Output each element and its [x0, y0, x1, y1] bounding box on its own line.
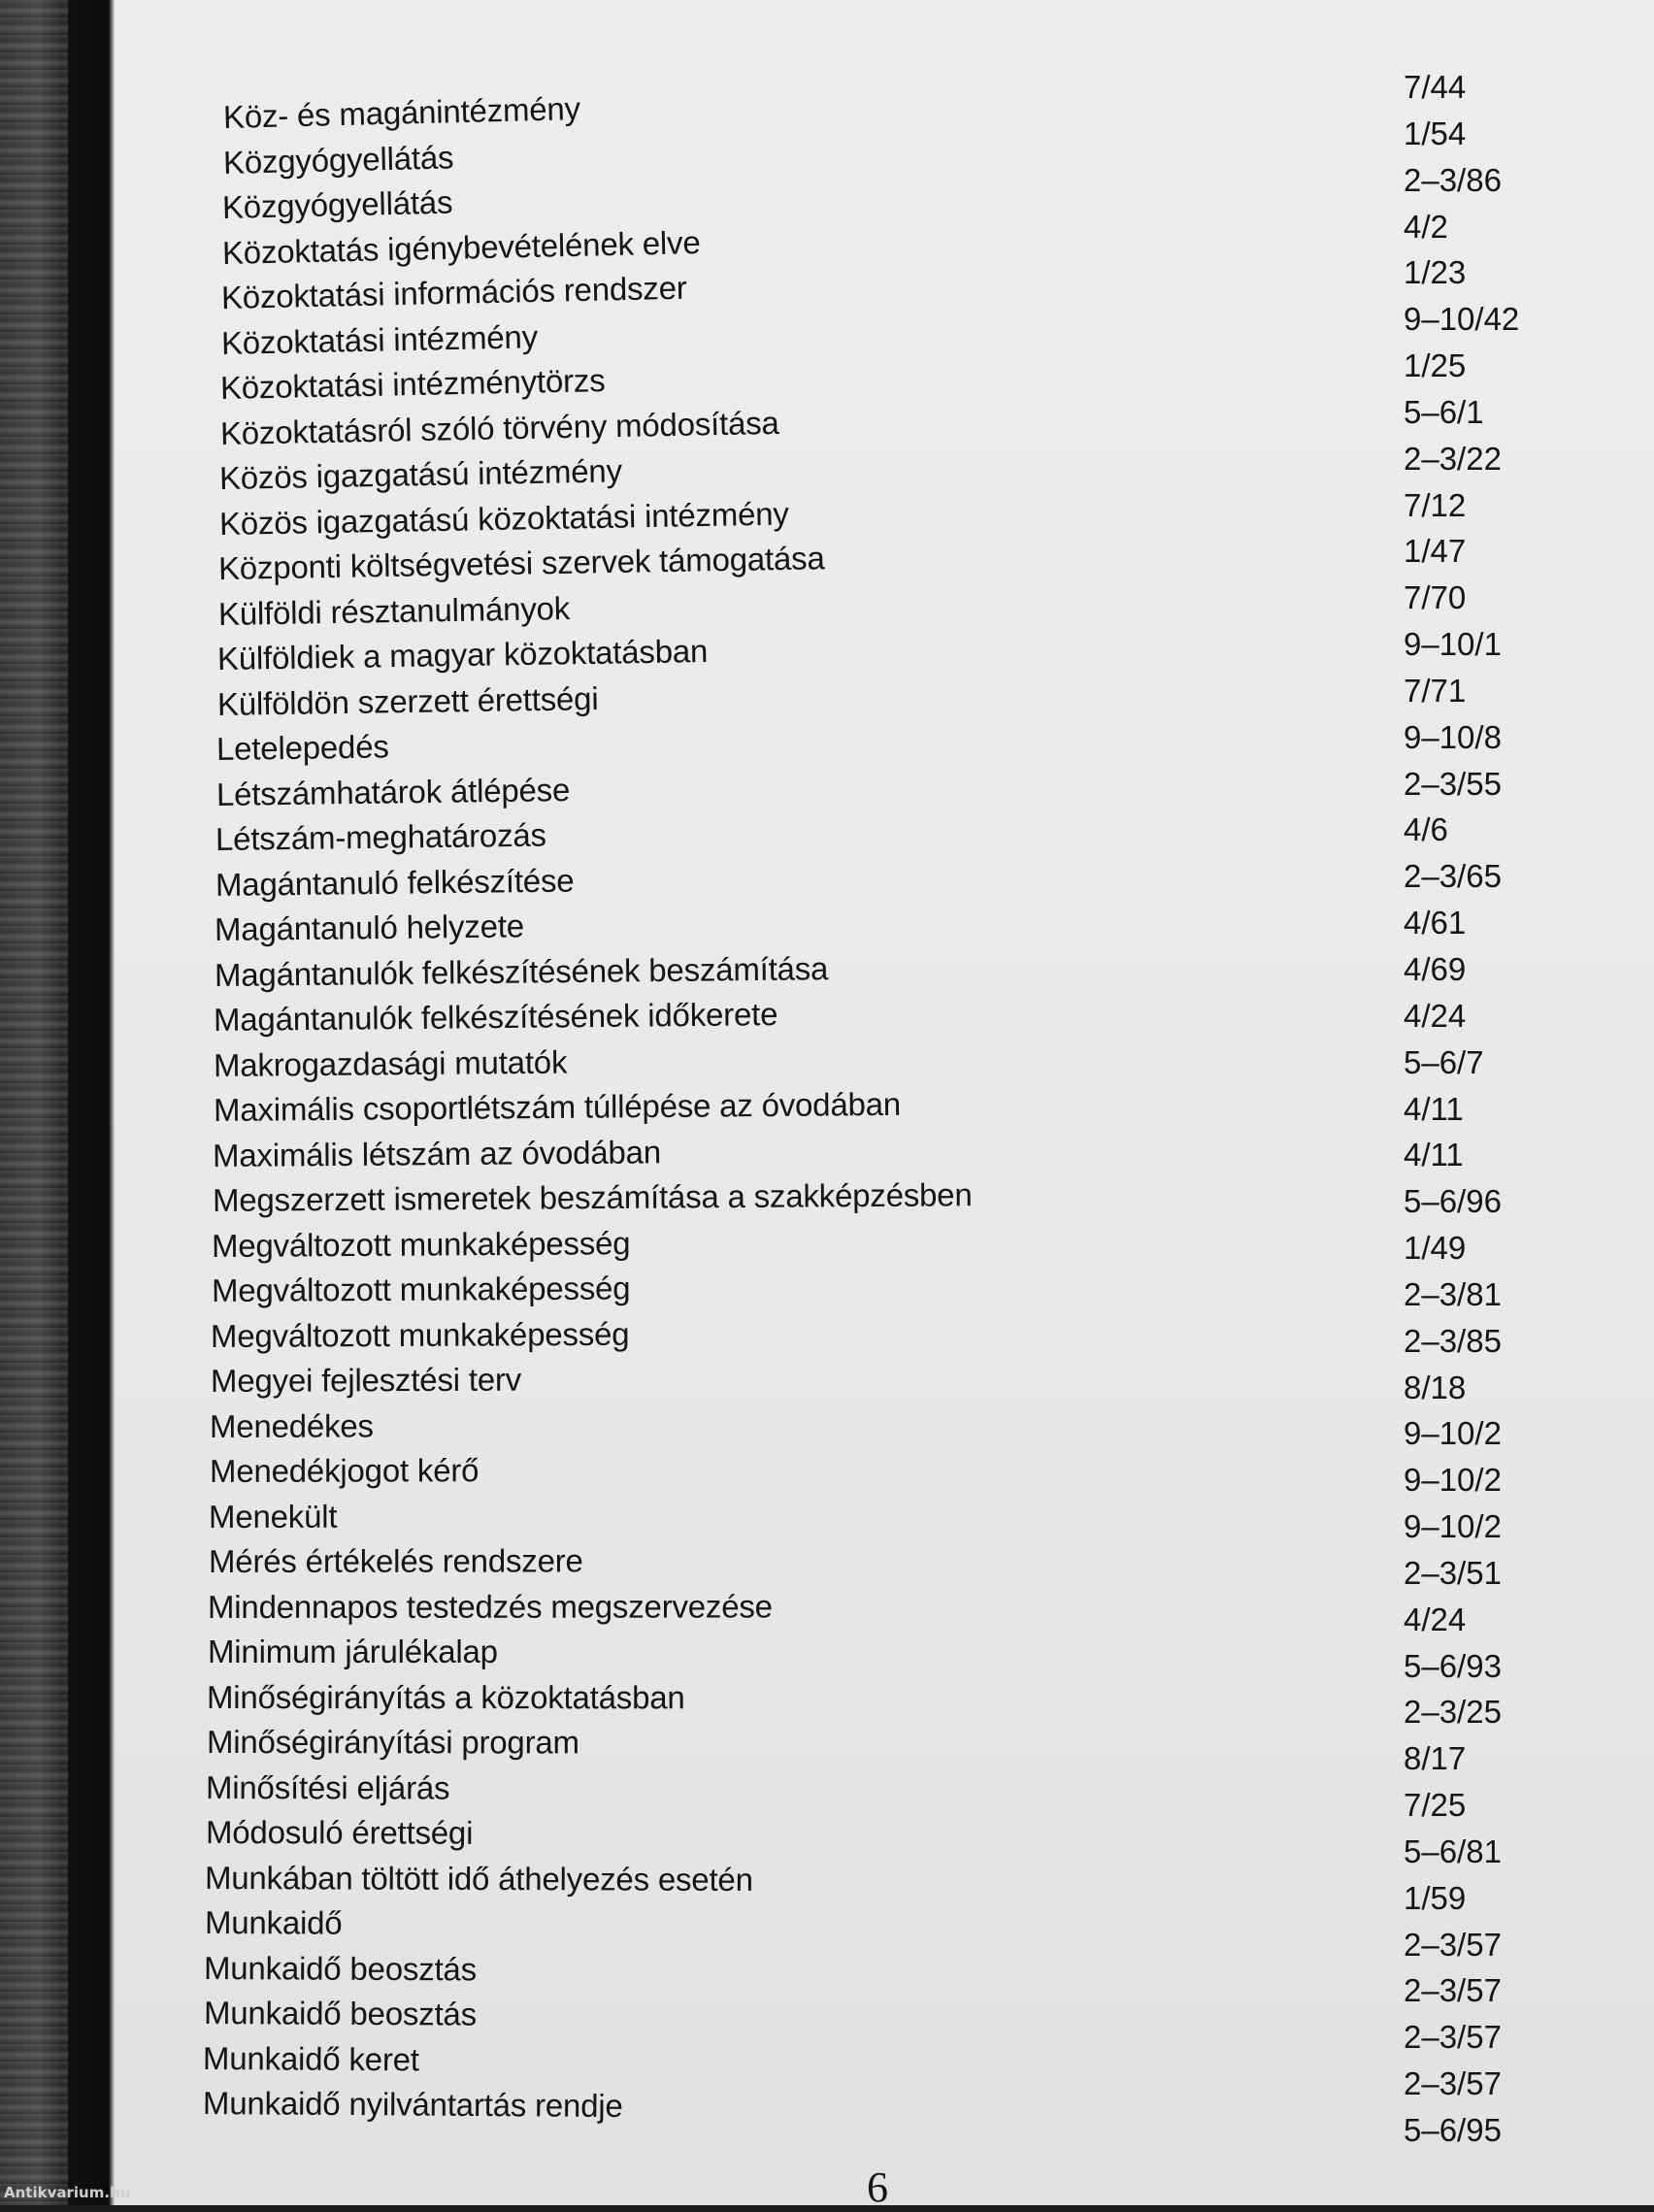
index-term: Megyei fejlesztési terv	[210, 1361, 521, 1399]
index-term: Munkaidő	[204, 1904, 343, 1941]
page-reference: 7/12	[1404, 486, 1467, 523]
index-term: Minimum járulékalap	[207, 1633, 498, 1669]
page-reference: 9–10/2	[1404, 1462, 1502, 1499]
page-reference: 8/17	[1404, 1740, 1467, 1777]
page-reference: 5–6/7	[1404, 1043, 1484, 1080]
page-reference: 2–3/55	[1404, 765, 1502, 802]
index-term: Közgyógyellátás	[222, 138, 454, 181]
index-term: Menedékes	[210, 1406, 375, 1444]
page-reference: 5–6/95	[1404, 2112, 1502, 2148]
index-term: Munkában töltött idő áthelyezés esetén	[205, 1859, 754, 1898]
index-term: Magántanuló helyzete	[215, 908, 525, 947]
page-reference: 9–10/2	[1404, 1508, 1502, 1545]
index-term: Maximális létszám az óvodában	[212, 1133, 662, 1173]
page-reference: 4/24	[1404, 997, 1467, 1034]
index-term: Közoktatásról szóló törvény módosítása	[219, 404, 779, 451]
index-term: Létszám-meghatározás	[215, 816, 547, 857]
page-reference: 2–3/81	[1404, 1275, 1502, 1312]
index-term: Mindennapos testedzés megszervezése	[208, 1587, 774, 1625]
index-term: Megváltozott munkaképesség	[211, 1224, 631, 1264]
page-reference: 7/70	[1404, 579, 1467, 616]
index-term: Megváltozott munkaképesség	[211, 1270, 631, 1308]
index-term: Közgyógyellátás	[221, 183, 453, 225]
index-term: Közoktatási intézmény	[220, 317, 538, 361]
page-reference: 5–6/93	[1404, 1647, 1502, 1684]
page-reference: 9–10/8	[1404, 718, 1502, 755]
page-reference: 1/49	[1404, 1230, 1467, 1267]
index-term: Központi költségvetési szervek támogatása	[217, 540, 826, 586]
page-reference: 2–3/85	[1404, 1322, 1502, 1359]
page-reference: 4/11	[1404, 1137, 1464, 1173]
index-term: Minőségirányítás a közoktatásban	[207, 1678, 685, 1715]
page-reference: 2–3/57	[1404, 2019, 1502, 2056]
page-reference: 2–3/65	[1404, 858, 1502, 895]
index-term: Közös igazgatású intézmény	[218, 452, 623, 496]
page-reference: 9–10/1	[1404, 626, 1502, 663]
page-reference: 5–6/81	[1404, 1832, 1502, 1869]
page-reference: 9–10/42	[1404, 301, 1520, 338]
page-reference: 4/69	[1404, 950, 1467, 987]
index-term: Magántanuló felkészítése	[215, 861, 575, 903]
index-term: Munkaidő beosztás	[203, 1995, 477, 2032]
index-term: Megváltozott munkaképesség	[211, 1315, 630, 1354]
page-reference: 8/18	[1404, 1369, 1467, 1405]
index-term: Menedékjogot kérő	[209, 1452, 480, 1489]
page-reference: 1/54	[1404, 115, 1467, 151]
index-term: Mérés értékelés rendszere	[208, 1542, 583, 1579]
page-reference: 1/47	[1404, 533, 1467, 570]
index-term: Munkaidő keret	[203, 2039, 420, 2077]
index-term: Közoktatási információs rendszer	[220, 269, 688, 315]
page-reference: 4/6	[1404, 811, 1448, 848]
index-term: Közoktatási intézménytörzs	[219, 362, 606, 406]
page-reference: 1/59	[1404, 1879, 1467, 1916]
index-term: Módosuló érettségi	[205, 1814, 474, 1851]
index-term: Makrogazdasági mutatók	[213, 1043, 568, 1083]
index-term: Magántanulók felkészítésének beszámítása	[214, 949, 829, 993]
index-term: Minőségirányítási program	[206, 1724, 579, 1761]
page-reference: 2–3/86	[1404, 161, 1502, 198]
page-reference: 7/44	[1404, 69, 1467, 105]
index-term: Megszerzett ismeretek beszámítása a szakképzésben	[212, 1176, 973, 1218]
page-reference: 2–3/22	[1404, 440, 1502, 477]
index-term: Minősítési eljárás	[206, 1768, 450, 1805]
page-reference: 4/2	[1404, 208, 1448, 245]
index-term: Munkaidő nyilvántartás rendje	[202, 2085, 623, 2125]
page-reference: 5–6/1	[1404, 393, 1484, 430]
page-reference: 9–10/2	[1404, 1415, 1502, 1452]
index-term: Maximális csoportlétszám túllépése az óvodában	[213, 1085, 901, 1128]
page-reference: 4/61	[1404, 905, 1467, 941]
index-term: Közös igazgatású közoktatási intézmény	[218, 494, 789, 542]
index-term: Közoktatás igénybevételének elve	[221, 223, 701, 271]
page-reference: 5–6/96	[1404, 1183, 1502, 1220]
index-term: Külföldiek a magyar közoktatásban	[216, 632, 709, 677]
watermark-text: Antikvarium.hu	[4, 2184, 131, 2201]
index-term: Külföldön szerzett érettségi	[216, 679, 599, 722]
page-reference: 7/25	[1404, 1787, 1467, 1824]
page-reference: 2–3/25	[1404, 1694, 1502, 1731]
page-reference: 2–3/51	[1404, 1554, 1502, 1591]
index-term: Létszámhatárok átlépése	[215, 771, 571, 812]
index-term: Munkaidő beosztás	[204, 1949, 478, 1987]
page-reference: 4/11	[1404, 1090, 1464, 1127]
index-term: Letelepedés	[216, 728, 390, 767]
page-reference: 2–3/57	[1404, 1972, 1502, 2009]
index-term: Menekült	[209, 1498, 338, 1535]
page-reference: 2–3/57	[1404, 1926, 1502, 1963]
index-term: Köz- és magánintézmény	[222, 90, 581, 135]
page-number: 6	[867, 2163, 888, 2211]
page-reference: 2–3/57	[1404, 2065, 1502, 2102]
page-reference: 7/71	[1404, 672, 1467, 709]
index-term: Magántanulók felkészítésének időkerete	[214, 996, 778, 1038]
page-reference: 4/24	[1404, 1601, 1467, 1637]
index-term: Külföldi résztanulmányok	[217, 589, 571, 632]
page-reference: 1/23	[1404, 254, 1467, 291]
page-reference: 1/25	[1404, 347, 1467, 384]
